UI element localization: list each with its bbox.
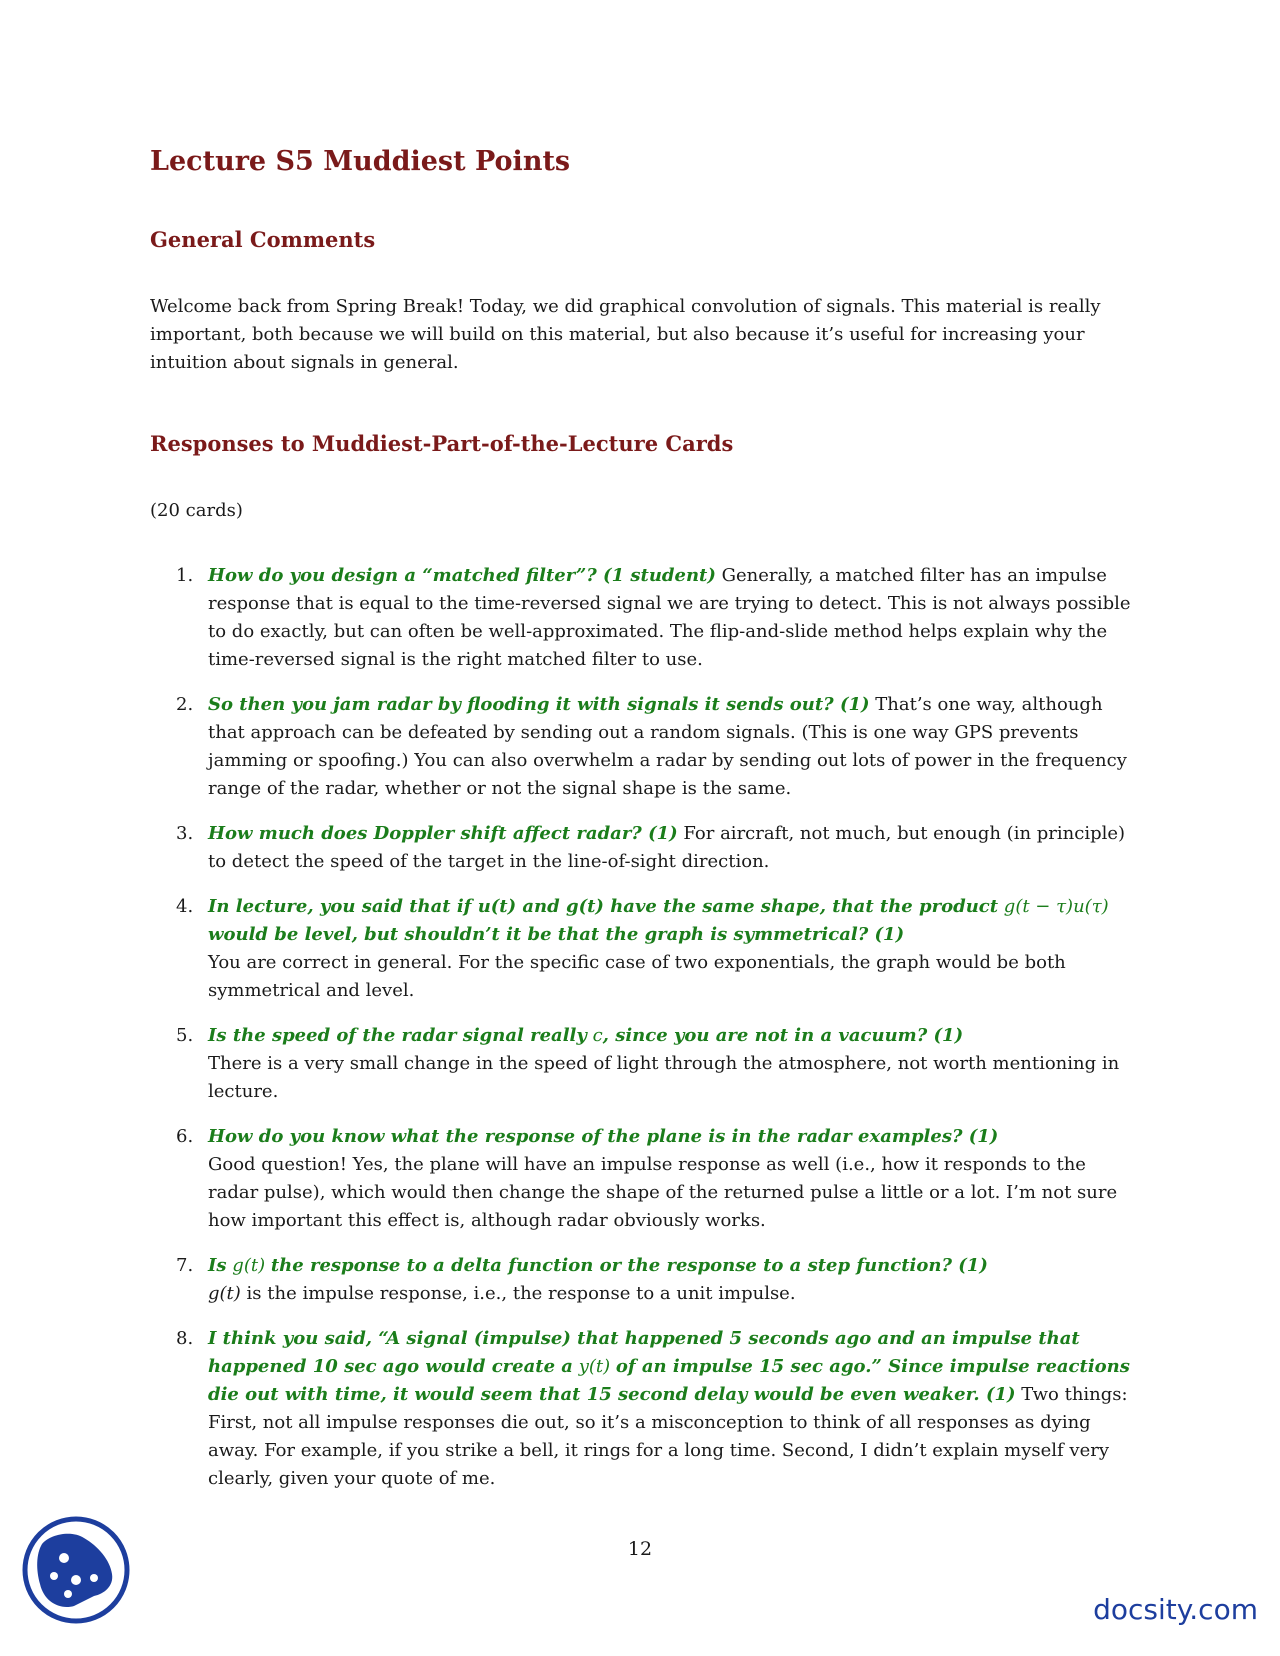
question-text-part-b: of an impulse 15 sec ago.” Since impulse reactions die out with time, it would seem that 15 second delay would be even weaker. (1) (208, 1356, 1130, 1405)
question-text: How do you design a “matched filter”? (1 student) (208, 565, 716, 586)
question-text: So then you jam radar by flooding it with signals it sends out? (1) (208, 694, 870, 715)
answer-text: Two things: First, not all impulse responses die out, so it’s a misconception to think of all responses as dying away. For example, if you strike a bell, it rings for a long time. Second, I didn’t explain myself very clearly, given your quote of me. (208, 1384, 1128, 1489)
item-number: 7. (176, 1255, 194, 1276)
question-math: g(t − τ)u(τ) (1003, 896, 1109, 917)
list-item (150, 1325, 1135, 1493)
answer-text: Good question! Yes, the plane will have an impulse response as well (i.e., how it responds to the radar pulse), which would then change the shape of the returned pulse a little or a lot. I’m not sure how important this effect is, although radar obviously works. (208, 1154, 1118, 1231)
list-item (150, 1252, 1135, 1308)
muddiest-points-list (150, 562, 1135, 1510)
question-text-part-a: I think you said, “A signal (impulse) that happened 5 seconds ago and an impulse that happened 10 sec ago would create a (208, 1328, 1080, 1377)
item-number: 4. (176, 896, 194, 917)
question-text: How much does Doppler shift affect radar? (1) (208, 823, 678, 844)
item-number: 1. (176, 565, 194, 586)
docsity-logo-icon (20, 1514, 132, 1626)
question-text-part-a: Is the speed of the radar signal really (208, 1025, 587, 1046)
answer-math: g(t) (208, 1283, 241, 1304)
general-comments-text: Welcome back from Spring Break! Today, we did graphical convolution of signals. This material is really important, both because we will build on this material, but also because it’s useful for increasing your intuition about signals in general. (150, 296, 1101, 373)
list-item (150, 893, 1135, 1005)
item-number: 5. (176, 1025, 194, 1046)
question-text-part-a: In lecture, you said that if u(t) and g(t) have the same shape, that the product (208, 896, 999, 917)
page-number: 12 (627, 1538, 653, 1560)
responses-heading: Responses to Muddiest-Part-of-the-Lecture Cards (150, 431, 734, 456)
answer-text: Generally, a matched filter has an impulse response that is equal to the time-reversed signal we are trying to detect. This is not always possible to do exactly, but can often be well-approximated. The flip-and-slide method helps explain why the time-reversed signal is the right matched filter to use. (208, 565, 1131, 670)
card-count: (20 cards) (150, 500, 243, 521)
answer-text: For aircraft, not much, but enough (in principle) to detect the speed of the target in the line-of-sight direction. (208, 823, 1126, 872)
question-text-part-b: would be level, but shouldn’t it be that the graph is symmetrical? (1) (208, 924, 905, 945)
list-item (150, 691, 1135, 803)
question-text: How do you know what the response of the plane is in the radar examples? (1) (208, 1126, 999, 1147)
docsity-brand-text[interactable]: docsity.com (1093, 1593, 1258, 1626)
page-title: Lecture S5 Muddiest Points (150, 146, 571, 177)
answer-text: is the impulse response, i.e., the response to a unit impulse. (246, 1283, 796, 1304)
list-item (150, 1022, 1135, 1106)
item-number: 6. (176, 1126, 194, 1147)
list-item (150, 1123, 1135, 1235)
answer-text: There is a very small change in the speed of light through the atmosphere, not worth mentioning in lecture. (208, 1053, 1120, 1102)
list-item (150, 562, 1135, 674)
question-math: c (592, 1025, 603, 1046)
list-item (150, 820, 1135, 876)
question-text-part-b: the response to a delta function or the response to a step function? (1) (270, 1255, 988, 1276)
question-text-part-b: , since you are not in a vacuum? (1) (602, 1025, 964, 1046)
answer-text: You are correct in general. For the specific case of two exponentials, the graph would be both symmetrical and level. (208, 952, 1066, 1001)
general-comments-heading: General Comments (150, 227, 376, 252)
question-math: g(t) (232, 1255, 266, 1276)
item-number: 2. (176, 694, 194, 715)
answer-text: That’s one way, although that approach can be defeated by sending out a random signals. (This is one way GPS prevents jamming or spoofing.) You can also overwhelm a radar by sending out lots of power in the frequency range of the radar, whether or not the signal shape is the same. (208, 694, 1127, 799)
question-text-part-a: Is (208, 1255, 227, 1276)
item-number: 8. (176, 1328, 194, 1349)
question-math: y(t) (578, 1356, 611, 1377)
item-number: 3. (176, 823, 194, 844)
